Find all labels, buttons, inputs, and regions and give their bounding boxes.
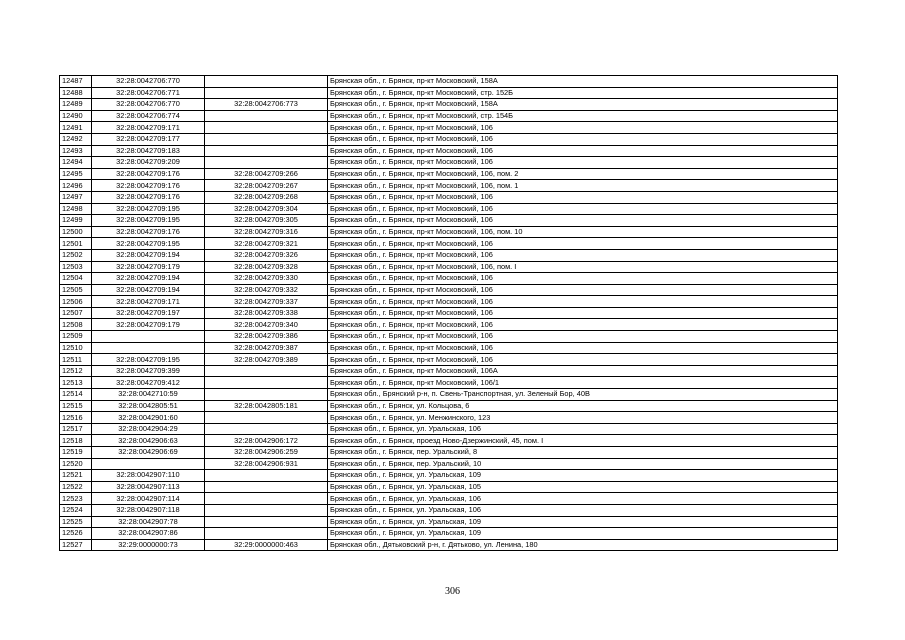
building-number-cell	[205, 516, 328, 528]
row-number-cell: 12504	[60, 273, 92, 285]
table-row	[60, 319, 838, 331]
row-number-cell: 12493	[60, 145, 92, 157]
building-number-cell: 32:28:0042906:931	[205, 458, 328, 470]
address-cell: Брянская обл., г. Брянск, пр-кт Московский, 106, пом. 1	[328, 180, 838, 192]
building-number-cell: 32:28:0042709:326	[205, 249, 328, 261]
address-cell: Брянская обл., г. Брянск, пр-кт Московский, 106	[328, 273, 838, 285]
row-number-cell: 12523	[60, 493, 92, 505]
cadastral-number-cell: 32:28:0042907:114	[92, 493, 205, 505]
address-cell: Брянская обл., г. Брянск, пр-кт Московский, 106	[328, 307, 838, 319]
cadastral-number-cell: 32:28:0042805:51	[92, 400, 205, 412]
table-row	[60, 215, 838, 227]
table-row	[60, 273, 838, 285]
table-row	[60, 249, 838, 261]
cadastral-number-cell: 32:28:0042709:412	[92, 377, 205, 389]
building-number-cell: 32:29:0000000:463	[205, 539, 328, 551]
table-row	[60, 435, 838, 447]
building-number-cell	[205, 423, 328, 435]
table-row	[60, 203, 838, 215]
row-number-cell: 12525	[60, 516, 92, 528]
cadastral-number-cell	[92, 342, 205, 354]
cadastral-number-cell: 32:28:0042907:78	[92, 516, 205, 528]
table-row	[60, 122, 838, 134]
cadastral-number-cell: 32:28:0042709:179	[92, 319, 205, 331]
table-row	[60, 481, 838, 493]
building-number-cell: 32:28:0042709:332	[205, 284, 328, 296]
cadastral-table-body	[60, 76, 838, 551]
table-row	[60, 226, 838, 238]
table-row	[60, 423, 838, 435]
row-number-cell: 12502	[60, 249, 92, 261]
table-row	[60, 493, 838, 505]
cadastral-number-cell: 32:28:0042709:195	[92, 354, 205, 366]
building-number-cell	[205, 122, 328, 134]
address-cell: Брянская обл., г. Брянск, пр-кт Московский, 106/1	[328, 377, 838, 389]
row-number-cell: 12509	[60, 331, 92, 343]
cadastral-number-cell: 32:28:0042709:176	[92, 226, 205, 238]
cadastral-number-cell: 32:28:0042907:110	[92, 470, 205, 482]
table-row	[60, 504, 838, 516]
address-cell: Брянская обл., г. Брянск, ул. Уральская, 106	[328, 493, 838, 505]
row-number-cell: 12520	[60, 458, 92, 470]
cadastral-number-cell	[92, 331, 205, 343]
address-cell: Брянская обл., г. Брянск, ул. Уральская, 109	[328, 470, 838, 482]
cadastral-number-cell: 32:28:0042709:183	[92, 145, 205, 157]
table-row	[60, 99, 838, 111]
building-number-cell: 32:28:0042709:266	[205, 168, 328, 180]
row-number-cell: 12517	[60, 423, 92, 435]
building-number-cell: 32:28:0042805:181	[205, 400, 328, 412]
building-number-cell: 32:28:0042709:389	[205, 354, 328, 366]
building-number-cell	[205, 412, 328, 424]
building-number-cell: 32:28:0042706:773	[205, 99, 328, 111]
row-number-cell: 12495	[60, 168, 92, 180]
cadastral-number-cell: 32:28:0042709:195	[92, 238, 205, 250]
cadastral-table	[59, 75, 838, 551]
building-number-cell: 32:28:0042709:316	[205, 226, 328, 238]
table-row	[60, 342, 838, 354]
address-cell: Брянская обл., г. Брянск, ул. Уральская, 106	[328, 504, 838, 516]
building-number-cell	[205, 133, 328, 145]
row-number-cell: 12524	[60, 504, 92, 516]
table-row	[60, 157, 838, 169]
row-number-cell: 12491	[60, 122, 92, 134]
table-row	[60, 400, 838, 412]
cadastral-number-cell: 32:28:0042907:86	[92, 528, 205, 540]
row-number-cell: 12512	[60, 365, 92, 377]
table-row	[60, 389, 838, 401]
row-number-cell: 12522	[60, 481, 92, 493]
row-number-cell: 12519	[60, 447, 92, 459]
row-number-cell: 12508	[60, 319, 92, 331]
page-number: 306	[445, 586, 460, 597]
cadastral-number-cell: 32:28:0042710:59	[92, 389, 205, 401]
row-number-cell: 12503	[60, 261, 92, 273]
table-row	[60, 296, 838, 308]
cadastral-number-cell: 32:28:0042706:770	[92, 99, 205, 111]
building-number-cell: 32:28:0042709:321	[205, 238, 328, 250]
cadastral-number-cell: 32:28:0042906:69	[92, 447, 205, 459]
building-number-cell	[205, 528, 328, 540]
building-number-cell	[205, 481, 328, 493]
table-row	[60, 145, 838, 157]
address-cell: Брянская обл., г. Брянск, пр-кт Московский, 106	[328, 296, 838, 308]
building-number-cell: 32:28:0042709:330	[205, 273, 328, 285]
table-row	[60, 238, 838, 250]
building-number-cell	[205, 76, 328, 88]
cadastral-number-cell: 32:28:0042709:176	[92, 191, 205, 203]
row-number-cell: 12515	[60, 400, 92, 412]
address-cell: Брянская обл., г. Брянск, пер. Уральский, 8	[328, 447, 838, 459]
table-row	[60, 110, 838, 122]
table-row	[60, 377, 838, 389]
table-row	[60, 284, 838, 296]
building-number-cell: 32:28:0042709:328	[205, 261, 328, 273]
cadastral-number-cell: 32:28:0042709:194	[92, 249, 205, 261]
building-number-cell	[205, 493, 328, 505]
building-number-cell: 32:28:0042709:305	[205, 215, 328, 227]
table-row	[60, 365, 838, 377]
building-number-cell	[205, 157, 328, 169]
row-number-cell: 12490	[60, 110, 92, 122]
row-number-cell: 12489	[60, 99, 92, 111]
cadastral-number-cell: 32:28:0042709:399	[92, 365, 205, 377]
address-cell: Брянская обл., г. Брянск, пр-кт Московский, 106, пом. I	[328, 261, 838, 273]
table-row	[60, 539, 838, 551]
address-cell: Брянская обл., г. Брянск, пр-кт Московский, 106	[328, 249, 838, 261]
cadastral-number-cell: 32:28:0042709:177	[92, 133, 205, 145]
address-cell: Брянская обл., г. Брянск, пр-кт Московский, 106, пом. 10	[328, 226, 838, 238]
row-number-cell: 12516	[60, 412, 92, 424]
cadastral-number-cell: 32:28:0042906:63	[92, 435, 205, 447]
address-cell: Брянская обл., г. Брянск, пр-кт Московский, 106	[328, 145, 838, 157]
address-cell: Брянская обл., г. Брянск, пр-кт Московский, 106	[328, 342, 838, 354]
address-cell: Брянская обл., г. Брянск, ул. Уральская, 105	[328, 481, 838, 493]
cadastral-number-cell: 32:28:0042709:176	[92, 180, 205, 192]
row-number-cell: 12488	[60, 87, 92, 99]
table-row	[60, 412, 838, 424]
cadastral-number-cell: 32:28:0042706:770	[92, 76, 205, 88]
row-number-cell: 12500	[60, 226, 92, 238]
table-row	[60, 331, 838, 343]
address-cell: Брянская обл., г. Брянск, пр-кт Московский, 106	[328, 284, 838, 296]
building-number-cell	[205, 377, 328, 389]
cadastral-number-cell	[92, 458, 205, 470]
address-cell: Брянская обл., Дятьковский р-н, г. Дятьково, ул. Ленина, 180	[328, 539, 838, 551]
table-row	[60, 470, 838, 482]
cadastral-number-cell: 32:29:0000000:73	[92, 539, 205, 551]
table-row	[60, 447, 838, 459]
building-number-cell: 32:28:0042709:337	[205, 296, 328, 308]
table-row	[60, 516, 838, 528]
building-number-cell: 32:28:0042709:304	[205, 203, 328, 215]
table-row	[60, 168, 838, 180]
address-cell: Брянская обл., Брянский р-н, п. Свень-Транспортная, ул. Зеленый Бор, 40В	[328, 389, 838, 401]
cadastral-number-cell: 32:28:0042709:195	[92, 215, 205, 227]
building-number-cell: 32:28:0042709:387	[205, 342, 328, 354]
building-number-cell	[205, 87, 328, 99]
row-number-cell: 12518	[60, 435, 92, 447]
cadastral-number-cell: 32:28:0042706:774	[92, 110, 205, 122]
address-cell: Брянская обл., г. Брянск, пр-кт Московский, 106	[328, 191, 838, 203]
address-cell: Брянская обл., г. Брянск, пр-кт Московский, 158А	[328, 76, 838, 88]
row-number-cell: 12521	[60, 470, 92, 482]
cadastral-number-cell: 32:28:0042709:179	[92, 261, 205, 273]
address-cell: Брянская обл., г. Брянск, пр-кт Московский, 106	[328, 354, 838, 366]
address-cell: Брянская обл., г. Брянск, пр-кт Московский, стр. 152Б	[328, 87, 838, 99]
building-number-cell: 32:28:0042709:267	[205, 180, 328, 192]
row-number-cell: 12496	[60, 180, 92, 192]
table-row	[60, 458, 838, 470]
address-cell: Брянская обл., г. Брянск, пр-кт Московский, 106А	[328, 365, 838, 377]
building-number-cell: 32:28:0042709:338	[205, 307, 328, 319]
table-row	[60, 528, 838, 540]
row-number-cell: 12527	[60, 539, 92, 551]
cadastral-number-cell: 32:28:0042709:197	[92, 307, 205, 319]
row-number-cell: 12499	[60, 215, 92, 227]
table-row	[60, 180, 838, 192]
address-cell: Брянская обл., г. Брянск, пр-кт Московский, 106	[328, 203, 838, 215]
cadastral-number-cell: 32:28:0042709:194	[92, 284, 205, 296]
row-number-cell: 12497	[60, 191, 92, 203]
cadastral-number-cell: 32:28:0042709:171	[92, 122, 205, 134]
cadastral-number-cell: 32:28:0042709:194	[92, 273, 205, 285]
address-cell: Брянская обл., г. Брянск, ул. Кольцова, 6	[328, 400, 838, 412]
cadastral-number-cell: 32:28:0042901:60	[92, 412, 205, 424]
row-number-cell: 12510	[60, 342, 92, 354]
address-cell: Брянская обл., г. Брянск, пр-кт Московский, 106	[328, 122, 838, 134]
cadastral-number-cell: 32:28:0042709:195	[92, 203, 205, 215]
address-cell: Брянская обл., г. Брянск, ул. Уральская, 109	[328, 516, 838, 528]
building-number-cell	[205, 504, 328, 516]
building-number-cell	[205, 145, 328, 157]
table-row	[60, 87, 838, 99]
cadastral-number-cell: 32:28:0042709:209	[92, 157, 205, 169]
building-number-cell	[205, 110, 328, 122]
address-cell: Брянская обл., г. Брянск, пр-кт Московский, стр. 154Б	[328, 110, 838, 122]
address-cell: Брянская обл., г. Брянск, пр-кт Московский, 158А	[328, 99, 838, 111]
row-number-cell: 12513	[60, 377, 92, 389]
address-cell: Брянская обл., г. Брянск, ул. Уральская, 109	[328, 528, 838, 540]
building-number-cell: 32:28:0042709:340	[205, 319, 328, 331]
table-row	[60, 191, 838, 203]
cadastral-number-cell: 32:28:0042904:29	[92, 423, 205, 435]
row-number-cell: 12501	[60, 238, 92, 250]
address-cell: Брянская обл., г. Брянск, пр-кт Московский, 106	[328, 319, 838, 331]
building-number-cell	[205, 365, 328, 377]
row-number-cell: 12487	[60, 76, 92, 88]
building-number-cell: 32:28:0042906:172	[205, 435, 328, 447]
address-cell: Брянская обл., г. Брянск, пр-кт Московский, 106	[328, 133, 838, 145]
address-cell: Брянская обл., г. Брянск, проезд Ново-Дзержинский, 45, пом. I	[328, 435, 838, 447]
building-number-cell: 32:28:0042906:259	[205, 447, 328, 459]
cadastral-number-cell: 32:28:0042907:113	[92, 481, 205, 493]
row-number-cell: 12498	[60, 203, 92, 215]
address-cell: Брянская обл., г. Брянск, пер. Уральский, 10	[328, 458, 838, 470]
table-row	[60, 261, 838, 273]
table-row	[60, 76, 838, 88]
table-row	[60, 307, 838, 319]
row-number-cell: 12511	[60, 354, 92, 366]
address-cell: Брянская обл., г. Брянск, пр-кт Московский, 106	[328, 238, 838, 250]
row-number-cell: 12494	[60, 157, 92, 169]
cadastral-number-cell: 32:28:0042709:176	[92, 168, 205, 180]
row-number-cell: 12514	[60, 389, 92, 401]
address-cell: Брянская обл., г. Брянск, ул. Менжинского, 123	[328, 412, 838, 424]
row-number-cell: 12506	[60, 296, 92, 308]
building-number-cell	[205, 389, 328, 401]
row-number-cell: 12507	[60, 307, 92, 319]
row-number-cell: 12505	[60, 284, 92, 296]
building-number-cell: 32:28:0042709:386	[205, 331, 328, 343]
address-cell: Брянская обл., г. Брянск, пр-кт Московский, 106	[328, 215, 838, 227]
address-cell: Брянская обл., г. Брянск, пр-кт Московский, 106, пом. 2	[328, 168, 838, 180]
table-row	[60, 133, 838, 145]
cadastral-number-cell: 32:28:0042907:118	[92, 504, 205, 516]
building-number-cell	[205, 470, 328, 482]
address-cell: Брянская обл., г. Брянск, ул. Уральская, 106	[328, 423, 838, 435]
table-row	[60, 354, 838, 366]
row-number-cell: 12492	[60, 133, 92, 145]
building-number-cell: 32:28:0042709:268	[205, 191, 328, 203]
cadastral-number-cell: 32:28:0042709:171	[92, 296, 205, 308]
address-cell: Брянская обл., г. Брянск, пр-кт Московский, 106	[328, 331, 838, 343]
cadastral-number-cell: 32:28:0042706:771	[92, 87, 205, 99]
row-number-cell: 12526	[60, 528, 92, 540]
address-cell: Брянская обл., г. Брянск, пр-кт Московский, 106	[328, 157, 838, 169]
